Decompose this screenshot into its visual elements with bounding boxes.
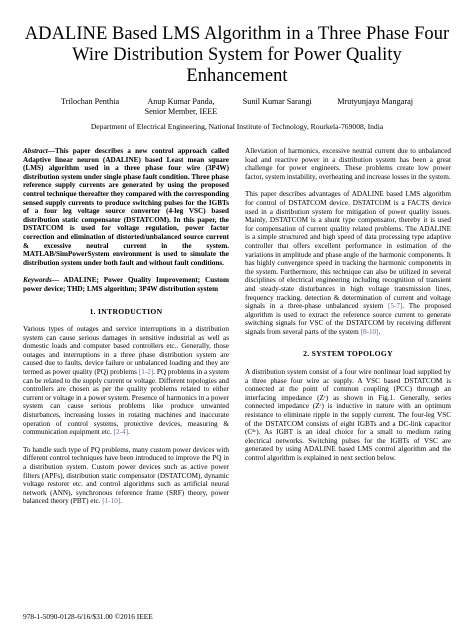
author-name: Trilochan Penthia [61,97,120,106]
intro-paragraph-2 [23,446,229,506]
author-4 [337,97,413,117]
abstract-text: —This paper describes a new control approach called Adaptive linear neuron (ADALINE) based Least mean square (LMS) algorithm used in a three phase four wire (3P4W) distribution system under single phase fault condition. Three phase reference supply currents are generated by using the proposed control technique thereafter they compared with the corresponding sensed supply currents to produce switching pulses for the IGBTs of a four leg voltage source converter (4-leg VSC) based distribution static compensator (DSTATCOM). In this paper, the DSTATCOM is used for voltage regulation, power factor correction and elimination of distorted/unbalanced source current & excessive neutral current in the system. MATLAB/SimPowerSystem environment is used to simulate the distribution system under both fault and without fault conditions. [23,147,229,267]
author-3 [243,97,312,117]
right-column [245,147,451,506]
keywords-label: Keywords [23,276,52,285]
body-text: This paper describes advantages of ADALINE based LMS algorithm for control of DSTATCOM device. DSTATCOM is a FACTS device used in a distribution system for mitigation of power quality issues. Mainly, DSTATCOM is a shunt type compensator, thereby it is used for compensation of current quality related problems. The ADALINE is a simple structured and high speed of data processing type adaptive controller that offers excellent performance in estimation of the variations in amplitude and phase angle of the harmonic components. It has highly convergence speed in tracking the harmonic components in the system. Furthermore, this technique can also be utilized in several disciplines of electrical engineering including recognition of transient and steady-state disturbances in high voltage transmission lines, frequency tracking, detection & determination of current and voltage signals in a three-phase unbalanced system [245,190,451,311]
author-name: Sunil Kumar Sarangi [242,97,312,106]
citation-link[interactable]: [8-10] [360,327,379,336]
abstract-label: Abstract [23,147,48,155]
author-1 [61,97,119,117]
citation-link[interactable]: [2-4] [113,428,128,437]
author-name: Mrutyunjaya Mangaraj [337,97,413,106]
intro-text: To handle such type of PQ problems, many custom power devices with different control techniques have been introduced to improve the PQ in a distribution system. Custom power devices such as active power filters (APFs), distribution static compensator (DSTATCOM), dynamic voltage restorer etc. and control algorithms such as artificial neural network (ANN), synchronous reference frame (SRF) theory, power balanced theory (PBT) etc. [23,445,229,506]
intro-paragraph-1 [23,325,229,437]
left-column [23,147,229,506]
right-paragraph-2 [245,190,451,336]
section-heading-system-topology: 2. SYSTEM TOPOLOGY [303,349,393,359]
abstract [23,147,229,267]
citation-link[interactable]: [5-7] [387,302,403,311]
author-name: Anup Kumar Panda, [147,97,215,106]
body-text: . The proposed algorithm is used to extract the reference source current to generate switching signals for VSC of the DSTATCOM by receiving different signals from several parts of the system [245,302,451,336]
right-paragraph-3: A distribution system consist of a four wire nonlinear load supplied by a three phase four wire ac supply. A VSC based DSTATCOM is connected at the point of common coupling (PCC) through an interfacing impedance (Zᶜ) as shown in Fig.1. Generally, series connected impedance (Zᶜ) is inductive in nature with an optimum resistance to eliminate ripple in the supply current. The four-leg VSC of the DSTATCOM consists of eight IGBTs and a DC-link capacitor (Cᵈᶜ). As IGBT is an ideal choice for a small to medium rating electrical networks. Switching pulses for the IGBTs of VSC are generated by using ADALINE based LMS control algorithm and the control algorithm is explained in next section below. [245,368,451,462]
two-column-body [23,147,451,506]
keywords [23,276,229,293]
author-list [61,97,413,117]
right-paragraph-1: Alleviation of harmonics, excessive neutral current due to unbalanced load and reactive power in a distribution system has been a great challenge for power engineers. These problems create low power factor, system instability, overheating and increase losses in the system. [245,147,451,181]
citation-link[interactable]: [1-2] [138,368,154,377]
intro-text: . [128,428,130,437]
intro-text: Various types of outages and service interruptions in a distribution system can cause serious damages in sensitive industrial as well as domestic loads and computer based controllers etc.. Generally, those outages and interruptions in a three phase distribution system are caused due to faults, device failure or unbalanced loading and they are termed as power quality (PQ) problems [23,325,229,377]
body-text: . [378,327,381,336]
author-2 [145,97,218,117]
citation-link[interactable]: [1-10] [102,497,121,506]
keywords-text: — ADALINE; Power Quality Improvement; Custom power device; THD; LMS algorithm; 3P4W distribution system [23,276,229,293]
copyright-footer: 978-1-5090-0128-6/16/$31.00 ©2016 IEEE [23,612,153,621]
intro-text: . [120,497,122,506]
paper-title: ADALINE Based LMS Algorithm in a Three Phase Four Wire Distribution System for Power Quality Enhancement [24,24,450,86]
intro-text: . PQ problems in a system can be related to the supply current or voltage. Different topologies and controllers are chosen as per the quality problems related to either current or voltage in a power system. Presence of harmonics in a power system can cause serious problems like produce unwanted disturbances, increasing losses in rotating machines and inaccurate operation of control systems, protective devices, measuring & communication equipment etc. [23,368,230,437]
section-heading-introduction: 1. INTRODUCTION [89,306,163,316]
affiliation: Department of Electrical Engineering, National Institute of Technology, Rourkela-769008, India [90,122,384,131]
author-role: Senior Member, IEEE [144,107,218,116]
